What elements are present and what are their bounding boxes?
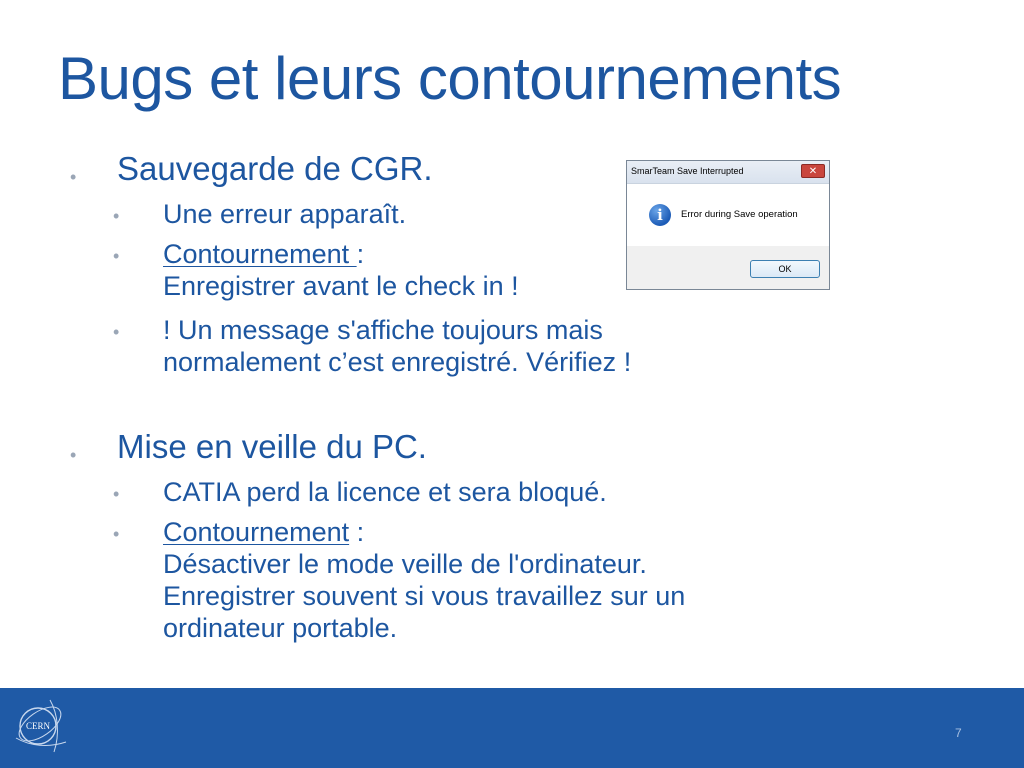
contournement-label: Contournement [163,239,357,269]
cern-logo-text: CERN [25,721,51,731]
info-icon: i [649,204,671,226]
bullet-marker: • [113,206,120,226]
error-dialog-screenshot [626,160,830,290]
dialog-message: Error during Save operation [681,209,798,220]
bullet-marker: • [113,246,120,266]
sub-bullet-message [163,314,631,378]
cern-logo-icon [10,694,70,756]
dialog-title: SmarTeam Save Interrupted [631,166,744,176]
dialog-footer [627,246,829,289]
message-line-1: ! Un message s'affiche toujours mais [163,315,603,345]
contournement-line-3: Enregistrer souvent si vous travaillez sur un [163,581,686,611]
bullet-mise-en-veille: Mise en veille du PC. [117,428,427,465]
contournement-line-2: Désactiver le mode veille de l'ordinateur. [163,549,647,579]
bullet-marker: • [113,524,120,544]
bullet-marker: • [113,484,120,504]
sub-bullet-contournement-2 [163,516,685,644]
bullet-marker: • [113,322,120,342]
contournement-label: Contournement [163,517,350,547]
sub-bullet-erreur: Une erreur apparaît. [163,199,407,229]
sub-bullet-catia: CATIA perd la licence et sera bloqué. [163,477,607,507]
slide-title: Bugs et leurs contournements [58,45,842,112]
footer-band [0,688,1024,768]
contournement-colon: : [349,517,365,547]
dialog-body [627,184,829,246]
contournement-line-4: ordinateur portable. [163,613,398,643]
close-icon[interactable]: ✕ [801,164,825,178]
bullet-marker: • [70,167,77,187]
sub-bullet-contournement-1 [163,238,519,302]
ok-button[interactable]: OK [750,260,820,278]
dialog-titlebar [627,161,829,184]
message-line-2: normalement c’est enregistré. Vérifiez ! [163,347,632,377]
contournement-text: Enregistrer avant le check in ! [163,271,519,301]
contournement-colon: : [356,239,365,269]
page-number: 7 [955,726,962,740]
bullet-sauvegarde: Sauvegarde de CGR. [117,150,433,187]
bullet-marker: • [70,445,77,465]
